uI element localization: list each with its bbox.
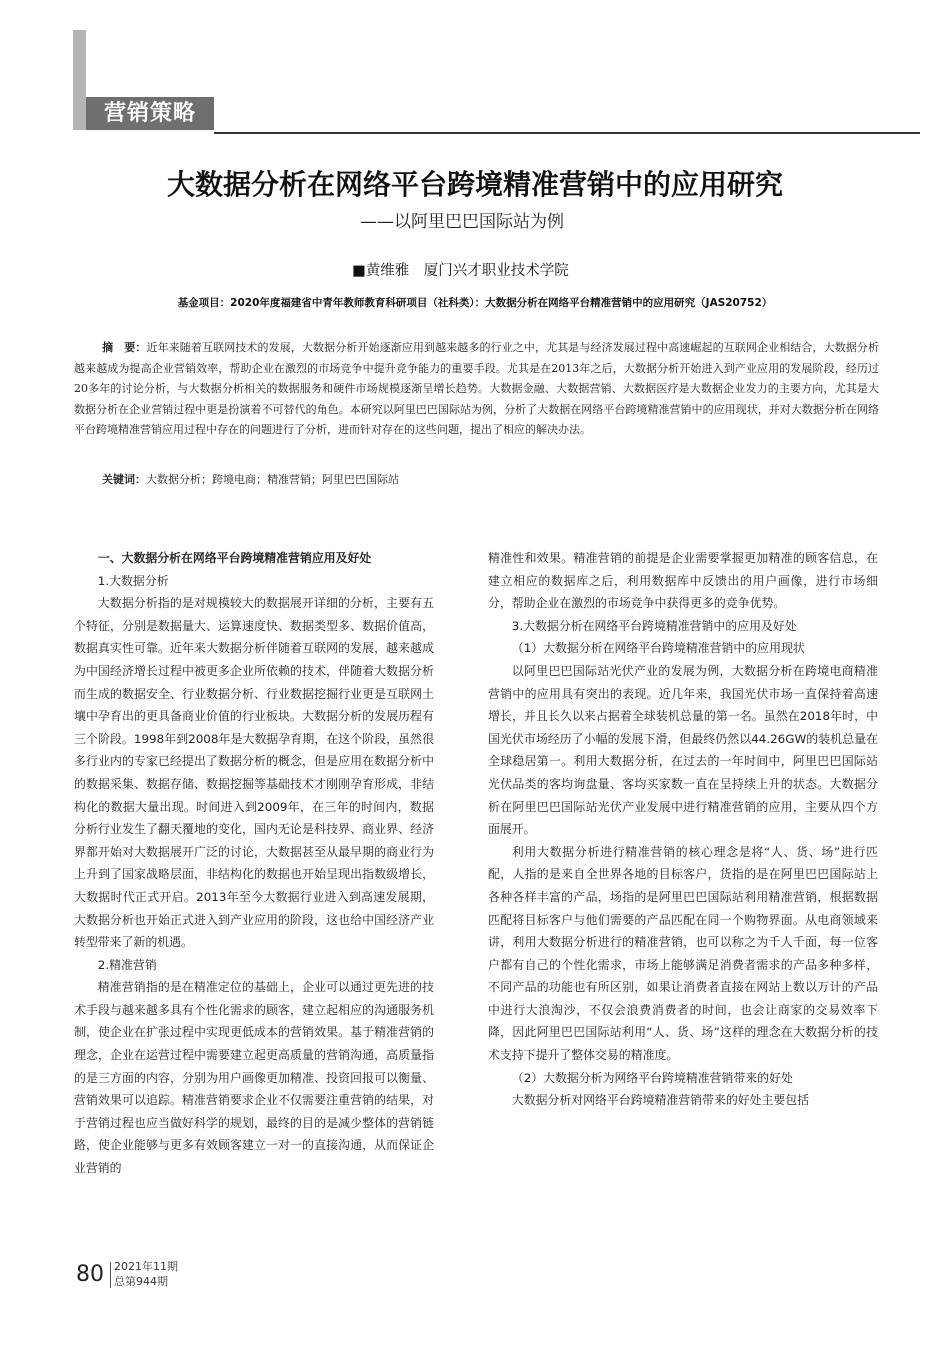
subheading-2: 2.精准营销 — [97, 957, 157, 972]
article-subtitle: ——以阿里巴巴国际站为例 — [360, 212, 564, 232]
page-number: 80 — [76, 1262, 104, 1287]
header-accent-bar — [73, 30, 86, 130]
paragraph: 精准性和效果。精准营销的前提是企业需要掌握更加精准的顾客信息，在建立相应的数据库之后，利用数据库中反馈出的用户画像，进行市场细分，帮助企业在激烈的市场竞争中获得更多的竞争优势。 — [488, 551, 878, 611]
subheading-3: 3.大数据分析在网络平台跨境精准营销中的应用及好处 — [511, 618, 797, 633]
subheading-3-1: （1）大数据分析在网络平台跨境精准营销中的应用现状 — [511, 641, 805, 656]
abstract-text: 近年来随着互联网技术的发展，大数据分析开始逐渐应用到越来越多的行业之中，尤其是与经济发展过程中高速崛起的互联网企业相结合，大数据分析越来越成为提高企业营销效率，帮助企业在激烈的市场竞争中提升竞争能力的重要手段。尤其是在2013年之后，大数据分析开始进入到产业应用的发展阶段，经历过20多年的讨论分析，与大数据分析相关的数据服务和硬件市场规模逐渐呈增长趋势。大数据金融、大数据营销、大数据医疗是大数据企业发力的主要方向，尤其是大数据分析在企业营销过程中更是扮演着不可替代的角色。本研究以阿里巴巴国际站为例，分析了大数据在网络平台跨境精准营销中的应用现状，并对大数据分析在网络平台跨境精准营销应用过程中存在的问题进行了分析，进而针对存在的这些问题，提出了相应的解决办法。 — [74, 341, 879, 436]
section-heading-1: 一、大数据分析在网络平台跨境精准营销应用及好处 — [97, 551, 372, 565]
paragraph: 大数据分析对网络平台跨境精准营销带来的好处主要包括 — [511, 1093, 810, 1108]
subheading-3-2: （2）大数据分析为网络平台跨境精准营销带来的好处 — [511, 1070, 793, 1085]
article-title: 大数据分析在网络平台跨境精准营销中的应用研究 — [166, 168, 783, 201]
keywords-label: 关键词： — [102, 473, 146, 486]
keywords-text: 大数据分析；跨境电商；精准营销；阿里巴巴国际站 — [146, 473, 399, 486]
paragraph: 利用大数据分析进行精准营销的核心理念是将“人、货、场”进行匹配，人指的是来自全世界各地的目标客户，货指的是在阿里巴巴国际站上各种各样丰富的产品，场指的是阿里巴巴国际站利用精准营销，根据数据匹配将目标客户与他们需要的产品匹配在同一个购物界面。从电商领域来讲，利用大数据分析进行的精准营销，也可以称之为千人千面，每一位客户都有自己的个性化需求，市场上能够满足消费者需求的产品多种多样，不同产品的功能也有所区别，如果让消费者直接在网站上数以万计的产品中进行大浪淘沙，不仅会浪费消费者的时间，也会让商家的交易效率下降，因此阿里巴巴国际站利用“人、货、场”这样的理念在大数据分析的技术支持下提升了整体交易的精准度。 — [488, 844, 878, 1063]
paragraph: 大数据分析指的是对规模较大的数据展开详细的分析，主要有五个特征，分别是数据量大、运算速度快、数据类型多、数据价值高，数据真实性可靠。近年来大数据分析伴随着互联网的发展，越来越成为中国经济增长过程中被更多企业所依赖的技术，伴随着大数据分析而生成的数据安全、行业数据分析、行业数据挖掘行业更是互联网土壤中孕育出的更具备商业价值的行业板块。大数据分析的发展历程有三个阶段。1998年到2008年是大数据孕育期，在这个阶段，虽然很多行业内的专家已经提出了数据分析的概念，但是应用在数据分析中的数据采集、数据存储、数据挖掘等基础技术才刚刚孕育形成，非结构化的数据大量出现。时间进入到2009年，在三年的时间内，数据分析行业发生了翻天覆地的变化，国内无论是科技界、商业界、经济界都开始对大数据展开广泛的讨论，大数据甚至从最早期的商业行为上升到了国家战略层面，非结构化的数据也开始呈现出指数级增长，大数据时代正式开启。2013年至今大数据行业进入到高速发展期，大数据分析也开始正式进入到产业应用的阶段，这也给中国经济产业转型带来了新的机遇。 — [74, 596, 434, 950]
subheading-1: 1.大数据分析 — [97, 573, 169, 588]
left-column — [74, 547, 434, 1180]
total-issue-label: 总第944期 — [114, 1275, 168, 1288]
header-rule — [214, 132, 920, 134]
paragraph: 以阿里巴巴国际站光伏产业的发展为例，大数据分析在跨境电商精准营销中的应用具有突出的表现。近几年来，我国光伏市场一直保持着高速增长，并且长久以来占据着全球装机总量的第一名。虽然在2018年时，中国光伏市场经历了小幅的发展下滑，但最终仍然以44.26GW的装机总量在全球稳居第一。利用大数据分析，在过去的一年时间中，阿里巴巴国际站光伏品类的客均询盘量、客均买家数一直在呈持续上升的状态。大数据分析在阿里巴巴国际站光伏产业发展中进行精准营销的应用，主要从四个方面展开。 — [488, 663, 878, 837]
abstract-label: 摘 要： — [102, 341, 147, 354]
footer-divider — [110, 1262, 111, 1288]
issue-label: 2021年11期 — [114, 1260, 178, 1273]
abstract — [74, 338, 879, 441]
issue-info — [114, 1259, 178, 1289]
keywords — [102, 472, 399, 488]
right-column — [488, 547, 878, 1112]
author-line: ■黄维雅 厦门兴才职业技术学院 — [352, 263, 569, 279]
paragraph: 精准营销指的是在精准定位的基础上，企业可以通过更先进的技术手段与越来越多具有个性化需求的顾客，建立起相应的沟通服务机制，使企业在扩张过程中实现更低成本的营销效果。基于精准营销的理念，企业在运营过程中需要建立起更高质量的营销沟通，高质量指的是三方面的内容，分别为用户画像更加精准、投资回报可以衡量、营销效果可以追踪。精准营销要求企业不仅需要注重营销的结果，对于营销过程也应当做好科学的规划，最终的目的是减少整体的营销链路，使企业能够与更多有效顾客建立一对一的直接沟通，从而保证企业营销的 — [74, 980, 434, 1176]
section-tag: 营销策略 — [86, 97, 214, 130]
fund-note: 基金项目：2020年度福建省中青年教师教育科研项目（社科类）：大数据分析在网络平台精准营销中的应用研究（JAS20752） — [177, 297, 773, 309]
